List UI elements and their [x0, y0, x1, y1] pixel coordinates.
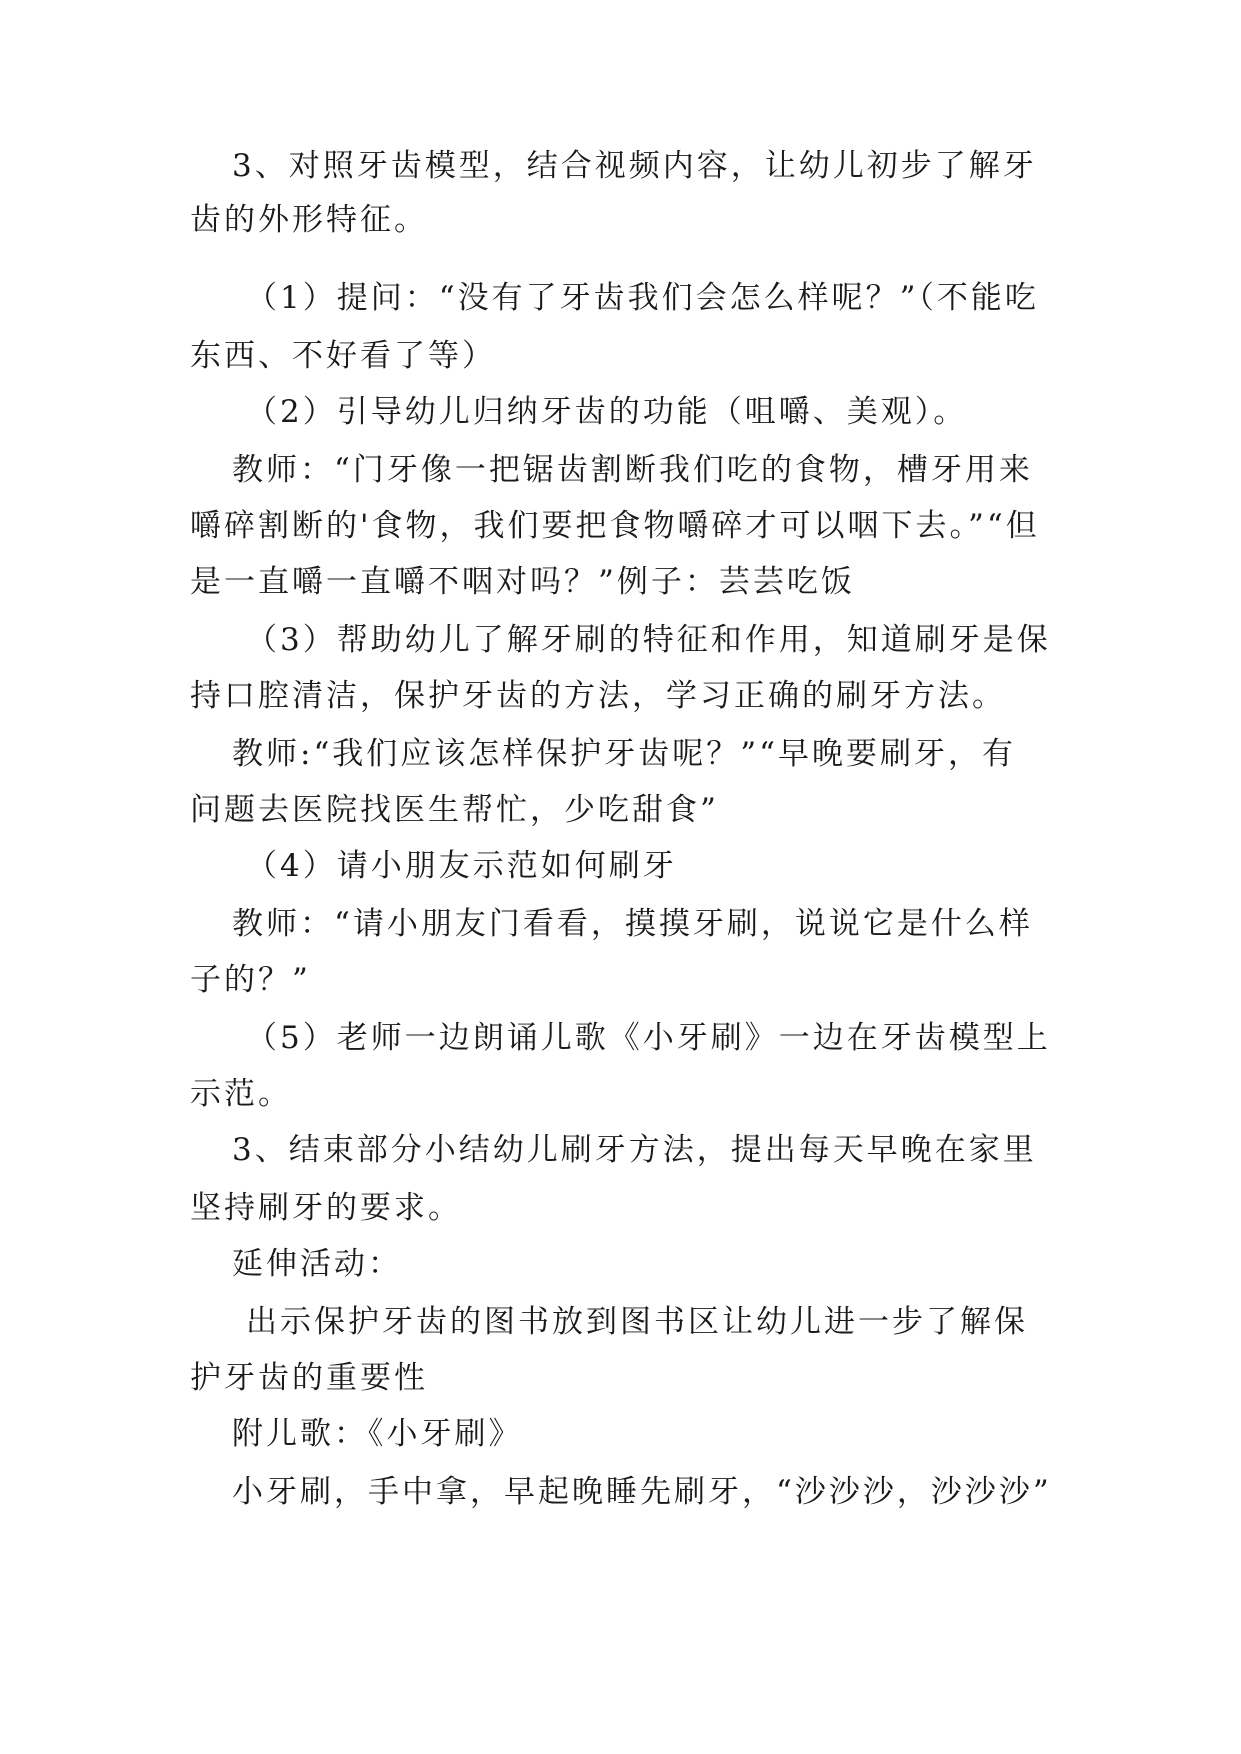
text-line: 延伸活动： — [232, 1246, 402, 1282]
text-line: 出示保护牙齿的图书放到图书区让幼儿进一步了解保 — [246, 1304, 1028, 1340]
text-line: 示范。 — [190, 1076, 292, 1112]
text-line: 东西、不好看了等） — [190, 338, 496, 374]
text-line: 护牙齿的重要性 — [190, 1360, 428, 1396]
text-line: （5）老师一边朗诵儿歌《小牙刷》一边在牙齿模型上 — [246, 1020, 1051, 1056]
text-line: 小牙刷，手中拿，早起晚睡先刷牙，“沙沙沙，沙沙沙” — [232, 1474, 1052, 1510]
text-line: 子的？” — [190, 962, 311, 998]
text-line: 教师:“我们应该怎样保护牙齿呢？”“早晚要刷牙，有 — [232, 736, 1016, 772]
text-line: 坚持刷牙的要求。 — [190, 1190, 462, 1226]
text-line: （3）帮助幼儿了解牙刷的特征和作用，知道刷牙是保 — [246, 622, 1051, 658]
text-line: 持口腔清洁，保护牙齿的方法，学习正确的刷牙方法。 — [190, 678, 1006, 714]
text-line: （4）请小朋友示范如何刷牙 — [246, 848, 677, 884]
text-line: 附儿歌：《小牙刷》 — [232, 1416, 523, 1452]
text-line: 教师：“请小朋友门看看，摸摸牙刷，说说它是什么样 — [232, 906, 1033, 942]
text-line: 嚼碎割断的'食物，我们要把食物嚼碎才可以咽下去。”“但 — [190, 508, 1040, 544]
text-line: 是一直嚼一直嚼不咽对吗？”例子：芸芸吃饭 — [190, 564, 855, 600]
text-line: 齿的外形特征。 — [190, 202, 428, 238]
text-line: 3、结束部分小结幼儿刷牙方法，提出每天早晚在家里 — [232, 1132, 1037, 1168]
text-line: （2）引导幼儿归纳牙齿的功能（咀嚼、美观）。 — [246, 394, 968, 430]
text-line: 问题去医院找医生帮忙，少吃甜食” — [190, 792, 719, 828]
text-line: 3、对照牙齿模型，结合视频内容，让幼儿初步了解牙 — [232, 148, 1037, 184]
text-line: （1）提问：“没有了牙齿我们会怎么样呢？”（不能吃 — [246, 280, 1039, 316]
text-line: 教师：“门牙像一把锯齿割断我们吃的食物，槽牙用来 — [232, 452, 1033, 488]
